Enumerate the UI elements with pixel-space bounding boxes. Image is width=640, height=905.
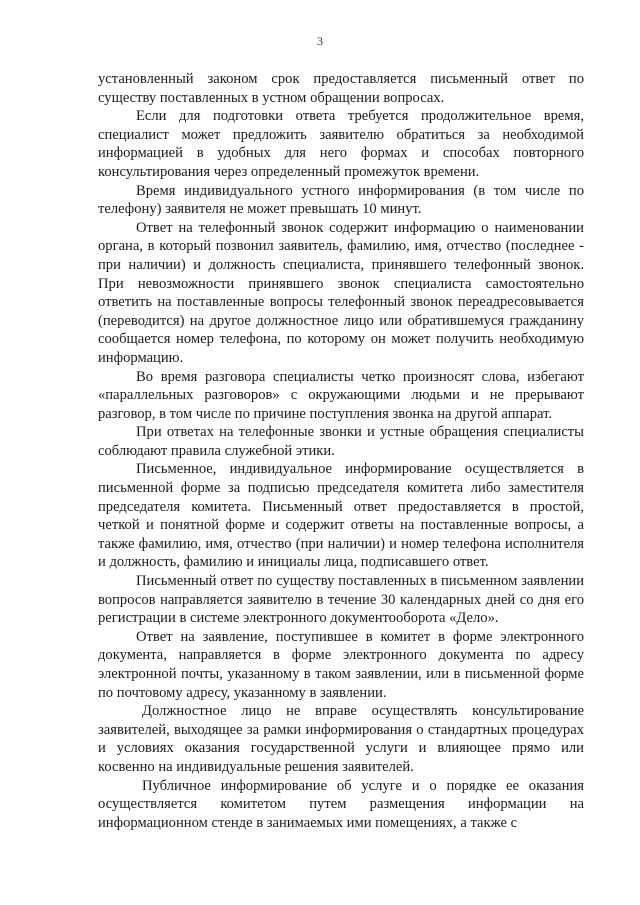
paragraph-4: Ответ на телефонный звонок содержит информацию о наименовании органа, в который позвонил заявитель, фамилию, имя, отчество (последнее - при наличии) и должность специалиста, принявшего телефонный звонок. При невозможности принявшего звонок специалиста самостоятельно ответить на поставленные вопросы телефонный звонок переадресовывается (переводится) на другое должностное лицо или обратившемуся гражданину сообщается номер телефона, по которому он может получить необходимую информацию. <box>98 219 584 366</box>
paragraph-6: При ответах на телефонные звонки и устные обращения специалисты соблюдают правила служебной этики. <box>98 424 584 459</box>
paragraph-1: установленный законом срок предоставляется письменный ответ по существу поставленных в устном обращении вопросах. <box>98 71 584 106</box>
paragraph-10: Должностное лицо не вправе осуществлять консультирование заявителей, выходящее за рамки информирования о стандартных процедурах и условиях оказания государственной услуги и влияющее прямо или косвенно на индивидуальные решения заявителей. <box>98 703 584 775</box>
paragraph-2: Если для подготовки ответа требуется продолжительное время, специалист может предложить заявителю обратиться за необходимой информацией в удобных для него формах и способах повторного консультирования через определенный промежуток времени. <box>98 108 584 180</box>
paragraph-7: Письменное, индивидуальное информирование осуществляется в письменной форме за подписью председателя комитета либо заместителя председателя комитета. Письменный ответ предоставляется в простой, четкой и понятной форме и содержит ответы на поставленные вопросы, а также фамилию, имя, отчество (при наличии) и номер телефона исполнителя и должность, фамилию и инициалы лица, подписавшего ответ. <box>98 461 584 571</box>
paragraph-8: Письменный ответ по существу поставленных в письменном заявлении вопросов направляется заявителю в течение 30 календарных дней со дня его регистрации в системе электронного документооборота «Дело». <box>98 573 584 627</box>
page-number: 3 <box>317 34 323 48</box>
paragraph-11: Публичное информирование об услуге и о порядке ее оказания осуществляется комитетом путем размещения информации на информационном стенде в занимаемых ими помещениях, а также с <box>98 777 584 831</box>
paragraph-9: Ответ на заявление, поступившее в комитет в форме электронного документа, направляется в форме электронного документа по адресу электронной почты, указанному в таком заявлении, или в письменной форме по почтовому адресу, указанному в заявлении. <box>98 628 584 701</box>
document-body <box>98 70 584 832</box>
paragraph-5: Во время разговора специалисты четко произносят слова, избегают «параллельных разговоров» с окружающими людьми и не прерывают разговор, в том числе по причине поступления звонка на другой аппарат. <box>98 368 584 422</box>
paragraph-3: Время индивидуального устного информирования (в том числе по телефону) заявителя не может превышать 10 минут. <box>98 182 584 218</box>
